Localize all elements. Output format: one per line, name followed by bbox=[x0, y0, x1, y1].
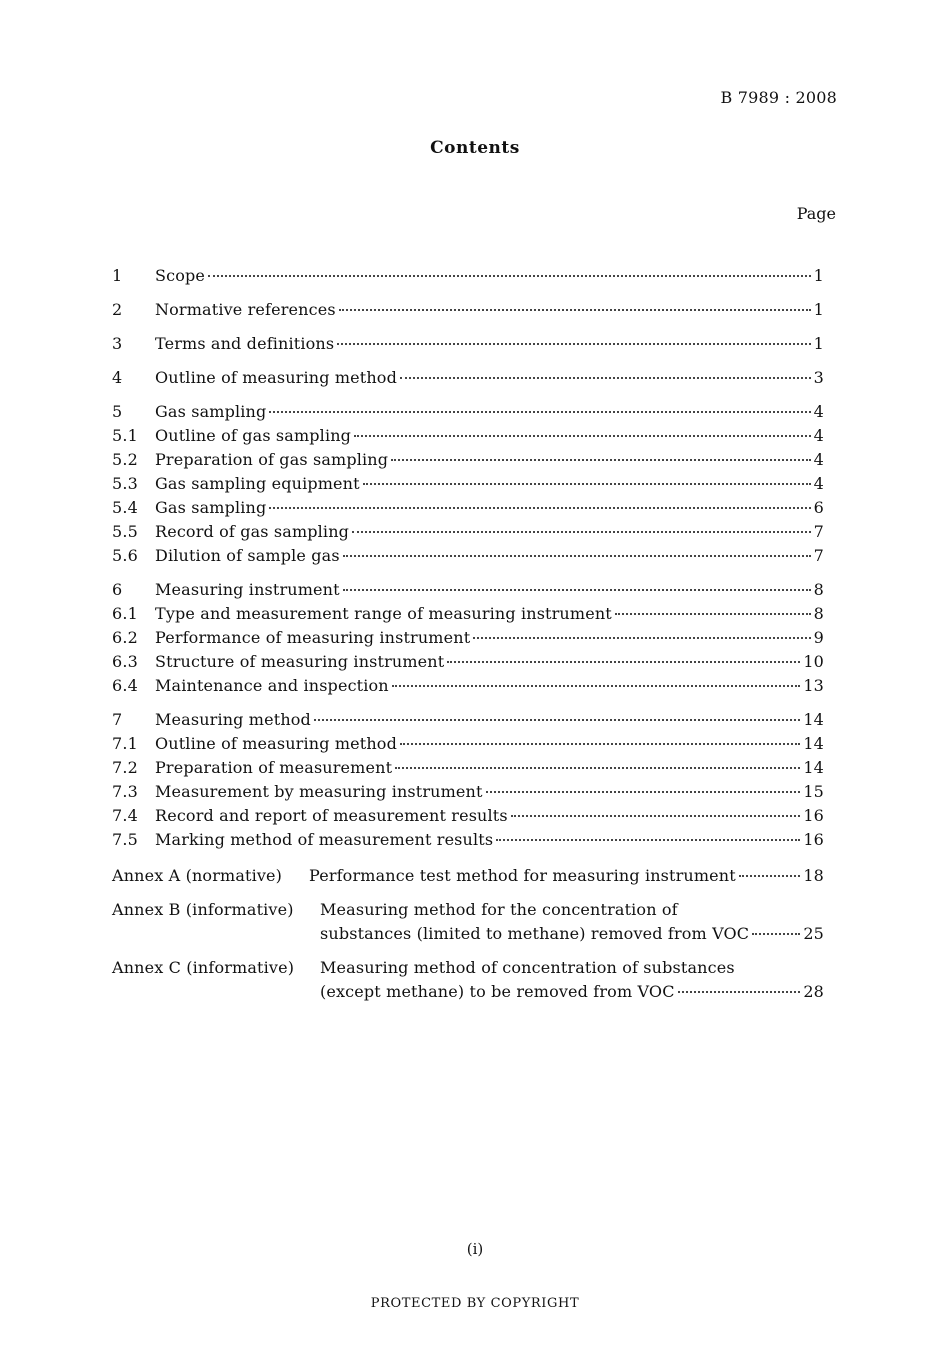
copyright-notice: PROTECTED BY COPYRIGHT bbox=[370, 1296, 580, 1311]
dot-leader bbox=[752, 933, 800, 935]
toc-entry-title: Measuring method bbox=[155, 710, 311, 729]
dot-leader bbox=[392, 685, 801, 687]
toc-entry-number: 7.4 bbox=[112, 806, 138, 825]
annex-title-line bbox=[309, 864, 824, 888]
toc-entry[interactable] bbox=[112, 546, 824, 570]
toc-entry[interactable] bbox=[112, 522, 824, 546]
toc-entry-page: 13 bbox=[803, 676, 824, 695]
annex-title-text: Performance test method for measuring instrument bbox=[309, 866, 736, 885]
toc-entry-page: 14 bbox=[803, 734, 824, 753]
annex-title-line bbox=[320, 898, 824, 922]
toc-entry-title: Gas sampling bbox=[155, 498, 267, 517]
toc-group bbox=[112, 368, 824, 392]
toc-entry-page: 4 bbox=[813, 402, 824, 421]
annex-title-text: Measuring method for the concentration of bbox=[320, 900, 678, 919]
dot-leader bbox=[395, 767, 800, 769]
annex-title bbox=[320, 898, 824, 946]
dot-leader bbox=[496, 839, 800, 841]
annex-title-line bbox=[320, 980, 824, 1004]
toc-entry[interactable] bbox=[112, 300, 824, 324]
dot-leader bbox=[354, 435, 811, 437]
toc-entry-title: Outline of measuring method bbox=[155, 734, 397, 753]
toc-entry-number: 7.1 bbox=[112, 734, 138, 753]
toc-entry[interactable] bbox=[112, 402, 824, 426]
toc-entry-page: 14 bbox=[803, 758, 824, 777]
toc-entry-title: Terms and definitions bbox=[155, 334, 335, 353]
toc-entry-number: 7.2 bbox=[112, 758, 138, 777]
toc-entry[interactable] bbox=[112, 334, 824, 358]
toc-entry[interactable] bbox=[112, 474, 824, 498]
toc-entry-title: Record and report of measurement results bbox=[155, 806, 508, 825]
annex-title-text: (except methane) to be removed from VOC bbox=[320, 982, 675, 1001]
toc-entry-page: 8 bbox=[813, 580, 824, 599]
dot-leader bbox=[400, 743, 800, 745]
toc-entry-title: Type and measurement range of measuring instrument bbox=[155, 604, 612, 623]
annex-page: 25 bbox=[803, 924, 824, 943]
dot-leader bbox=[447, 661, 800, 663]
toc-entry-title: Structure of measuring instrument bbox=[155, 652, 445, 671]
toc-entry[interactable] bbox=[112, 628, 824, 652]
toc-entry-title: Outline of measuring method bbox=[155, 368, 397, 387]
annex-label: Annex A (normative) bbox=[112, 866, 283, 885]
toc-entry-page: 16 bbox=[803, 806, 824, 825]
toc-entry-number: 6.2 bbox=[112, 628, 138, 647]
dot-leader bbox=[339, 309, 811, 311]
toc-group bbox=[112, 710, 824, 854]
toc-entry-number: 7.5 bbox=[112, 830, 138, 849]
toc-entry[interactable] bbox=[112, 498, 824, 522]
toc-entry-page: 16 bbox=[803, 830, 824, 849]
document-number: B 7989 : 2008 bbox=[720, 88, 837, 107]
annex-entry[interactable] bbox=[112, 956, 824, 1004]
annex-page: 18 bbox=[803, 866, 824, 885]
annex-title-text: Measuring method of concentration of substances bbox=[320, 958, 735, 977]
annex-title-text: substances (limited to methane) removed from VOC bbox=[320, 924, 750, 943]
toc-entry[interactable] bbox=[112, 710, 824, 734]
annex-page: 28 bbox=[803, 982, 824, 1001]
dot-leader bbox=[343, 555, 811, 557]
annex-entry[interactable] bbox=[112, 898, 824, 946]
toc-entry-number: 6.3 bbox=[112, 652, 138, 671]
toc-entry-title: Dilution of sample gas bbox=[155, 546, 340, 565]
toc-entry-title: Measurement by measuring instrument bbox=[155, 782, 483, 801]
toc-entry[interactable] bbox=[112, 782, 824, 806]
dot-leader bbox=[363, 483, 811, 485]
annex-title bbox=[309, 864, 824, 888]
dot-leader bbox=[615, 613, 811, 615]
toc-group bbox=[112, 402, 824, 570]
toc-entry-number: 5.5 bbox=[112, 522, 138, 541]
toc-entry-page: 4 bbox=[813, 450, 824, 469]
dot-leader bbox=[678, 991, 801, 993]
annex-label: Annex B (informative) bbox=[112, 900, 294, 919]
dot-leader bbox=[269, 411, 810, 413]
toc-entry-page: 4 bbox=[813, 474, 824, 493]
toc-entry-number: 2 bbox=[112, 300, 123, 319]
dot-leader bbox=[269, 507, 810, 509]
toc-entry-page: 10 bbox=[803, 652, 824, 671]
toc-entry-page: 6 bbox=[813, 498, 824, 517]
toc-entry[interactable] bbox=[112, 806, 824, 830]
dot-leader bbox=[337, 343, 810, 345]
toc-entry-page: 1 bbox=[813, 300, 824, 319]
toc-group bbox=[112, 266, 824, 290]
toc-entry[interactable] bbox=[112, 580, 824, 604]
toc-entry-number: 7.3 bbox=[112, 782, 138, 801]
page-column-label: Page bbox=[796, 204, 836, 223]
toc-entry-title: Preparation of gas sampling bbox=[155, 450, 389, 469]
dot-leader bbox=[391, 459, 811, 461]
dot-leader bbox=[400, 377, 811, 379]
annex-title bbox=[320, 956, 824, 1004]
toc-entry-page: 9 bbox=[813, 628, 824, 647]
toc-entry-page: 4 bbox=[813, 426, 824, 445]
annex-label: Annex C (informative) bbox=[112, 958, 295, 977]
toc-entry-number: 6 bbox=[112, 580, 123, 599]
toc-entry[interactable] bbox=[112, 676, 824, 700]
toc-entry-title: Performance of measuring instrument bbox=[155, 628, 471, 647]
toc-entry-title: Gas sampling equipment bbox=[155, 474, 360, 493]
toc-entry[interactable] bbox=[112, 368, 824, 392]
toc-entry[interactable] bbox=[112, 266, 824, 290]
toc-entry-title: Record of gas sampling bbox=[155, 522, 350, 541]
toc-entry-number: 4 bbox=[112, 368, 123, 387]
toc-entry-title: Scope bbox=[155, 266, 206, 285]
toc-entry-page: 1 bbox=[813, 266, 824, 285]
toc-entry-page: 14 bbox=[803, 710, 824, 729]
toc-entry[interactable] bbox=[112, 830, 824, 854]
dot-leader bbox=[739, 875, 800, 877]
toc-entry-page: 7 bbox=[813, 546, 824, 565]
dot-leader bbox=[352, 531, 811, 533]
annex-title-line bbox=[320, 922, 824, 946]
page-number: (i) bbox=[466, 1240, 484, 1258]
annex-entry[interactable] bbox=[112, 864, 824, 888]
annex-title-line bbox=[320, 956, 824, 980]
toc-entry[interactable] bbox=[112, 734, 824, 758]
dot-leader bbox=[314, 719, 800, 721]
dot-leader bbox=[208, 275, 811, 277]
toc-entry-number: 5.3 bbox=[112, 474, 138, 493]
toc-entry-title: Measuring instrument bbox=[155, 580, 340, 599]
toc-entry-page: 1 bbox=[813, 334, 824, 353]
toc-entry-number: 7 bbox=[112, 710, 123, 729]
dot-leader bbox=[486, 791, 801, 793]
dot-leader bbox=[511, 815, 801, 817]
toc-group bbox=[112, 334, 824, 358]
dot-leader bbox=[473, 637, 810, 639]
toc-entry-title: Outline of gas sampling bbox=[155, 426, 352, 445]
toc-entry-page: 7 bbox=[813, 522, 824, 541]
toc-entry-number: 3 bbox=[112, 334, 123, 353]
toc-entry-title: Normative references bbox=[155, 300, 336, 319]
toc-entry-page: 15 bbox=[803, 782, 824, 801]
toc-group bbox=[112, 300, 824, 324]
table-of-contents bbox=[112, 266, 824, 1014]
toc-entry-page: 8 bbox=[813, 604, 824, 623]
page-title: Contents bbox=[430, 138, 520, 158]
toc-entry-page: 3 bbox=[813, 368, 824, 387]
toc-entry[interactable] bbox=[112, 604, 824, 628]
toc-entry-title: Maintenance and inspection bbox=[155, 676, 389, 695]
toc-entry-number: 5.1 bbox=[112, 426, 138, 445]
dot-leader bbox=[343, 589, 811, 591]
toc-entry[interactable] bbox=[112, 426, 824, 450]
toc-entry-number: 5.6 bbox=[112, 546, 138, 565]
toc-entry-number: 5.2 bbox=[112, 450, 138, 469]
toc-entry-title: Marking method of measurement results bbox=[155, 830, 494, 849]
toc-entry-number: 1 bbox=[112, 266, 123, 285]
toc-entry-number: 6.1 bbox=[112, 604, 138, 623]
toc-entry[interactable] bbox=[112, 450, 824, 474]
toc-entry-number: 6.4 bbox=[112, 676, 138, 695]
toc-entry-title: Preparation of measurement bbox=[155, 758, 393, 777]
toc-group bbox=[112, 580, 824, 700]
toc-entry[interactable] bbox=[112, 652, 824, 676]
toc-entry-title: Gas sampling bbox=[155, 402, 267, 421]
toc-entry-number: 5 bbox=[112, 402, 123, 421]
toc-entry-number: 5.4 bbox=[112, 498, 138, 517]
toc-entry[interactable] bbox=[112, 758, 824, 782]
